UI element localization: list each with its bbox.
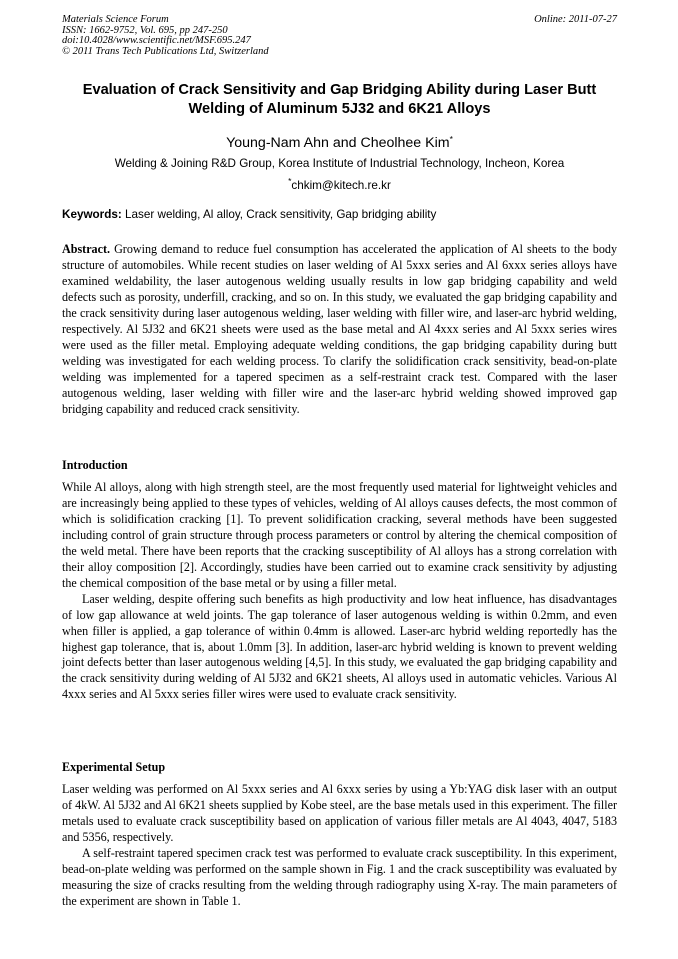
experimental-paragraph-2: A self-restraint tapered specimen crack test was performed to evaluate crack susceptibility. In this experiment, bead-on-plate welding was performed on the sample shown in Fig. 1 and the crack susceptibility was evaluated by measuring the size of cracks resulting from the welding through radiography using X-ray. The main parameters of the experiment are shown in Table 1. (62, 845, 617, 908)
introduction-paragraph-1: While Al alloys, along with high strength steel, are the most frequently used material for lightweight vehicles and are increasingly being applied to these types of vehicles, welding of Al alloys causes defects, the most common of which is solidification cracking [1]. To prevent solidification cracking, several methods have been suggested including control of grain structure through process parameters or control by altering the chemical composition of the weld metal. There have been reports that the cracking susceptibility of Al alloys has a strong correlation with their alloy composition [2]. Accordingly, studies have been carried out to examine crack sensitivity by adjusting the chemical composition of the base metal or by using a filler metal. (62, 480, 617, 590)
doi-line: doi:10.4028/www.scientific.net/MSF.695.247 (62, 35, 251, 47)
experimental-section (62, 782, 617, 910)
corresponding-mark: * (449, 134, 453, 144)
experimental-paragraph-1: Laser welding was performed on Al 5xxx series and Al 6xxx series by using a Yb:YAG disk laser with an output of 4kW. Al 5J32 and Al 6K21 sheets supplied by Kobe steel, are the base metals used in this experiment. The filler metals used to evaluate crack susceptibility based on application of various filler metals are Al 4043, 4047, 5183 and 5356, respectively. (62, 782, 617, 844)
keywords-label: Keywords: (62, 208, 122, 221)
email-line (62, 176, 617, 193)
email-mark: * (288, 176, 292, 186)
journal-name: Materials Science Forum (62, 14, 169, 25)
author-line (62, 135, 617, 152)
introduction-section (62, 480, 617, 703)
paper-title: Evaluation of Crack Sensitivity and Gap Bridging Ability during Laser Butt Welding of Aluminum 5J32 and 6K21 Alloys (82, 82, 597, 117)
abstract-text: Growing demand to reduce fuel consumption has accelerated the application of Al sheets to the body structure of automobiles. While recent studies on laser welding of Al 5xxx series and Al 6xxx series alloys have examined weldability, the laser autogenous welding usually results in low gap bridging capability and weld defects such as porosity, underfill, cracking, and so on. In this study, we evaluated the gap bridging capability and the crack sensitivity during laser autogenous welding, laser welding with filler wire, and laser-arc hybrid welding, respectively. Al 5J32 and 6K21 sheets were used as the base metal and Al 4xxx series and Al 5xxx series wires were used as the filler metal. Employing adequate welding conditions, the gap bridging capability during butt welding was investigated for each welding process. To clarify the solidification crack sensitivity, bead-on-plate welding was implemented for a tapered specimen as a self-restraint crack test. Compared with the laser autogenous welding, laser welding with filler wire and the laser-arc hybrid welding showed improved gap bridging capability and reduced crack sensitivity. (62, 242, 617, 416)
section-heading-experimental: Experimental Setup (62, 760, 166, 774)
abstract-label: Abstract. (62, 242, 111, 256)
issn-line: ISSN: 1662-9752, Vol. 695, pp 247-250 (62, 24, 228, 36)
keywords-text: Laser welding, Al alloy, Crack sensitivity, Gap bridging ability (125, 208, 437, 221)
abstract (62, 242, 617, 417)
author-names: Young-Nam Ahn and Cheolhee Kim (226, 135, 450, 151)
introduction-paragraph-2: Laser welding, despite offering such benefits as high productivity and low heat influence, has disadvantages of low gap allowance at weld joints. The gap tolerance of laser autogenous welding is within 0.2mm, and even when filler is applied, a gap tolerance of within 0.4mm is allowed. Laser-arc hybrid welding reportedly has the highest gap tolerance, that is, about 1.0mm [3]. In addition, laser-arc hybrid welding is known to prevent welding joint defects better than laser autogenous welding [4,5]. In this study, we evaluated the gap bridging capability and the crack sensitivity during welding of Al 5J32 and 6K21 sheets, Al alloys used in automatic vehicles. Various Al 4xxx series and Al 5xxx series filler wires were used to evaluate crack sensitivity. (62, 591, 617, 702)
online-date: Online: 2011-07-27 (534, 14, 617, 25)
journal-header (62, 15, 617, 57)
copyright-line: © 2011 Trans Tech Publications Ltd, Switzerland (62, 45, 269, 57)
email-address: chkim@kitech.re.kr (291, 179, 391, 192)
affiliation: Welding & Joining R&D Group, Korea Institute of Industrial Technology, Incheon, Korea (114, 157, 565, 170)
section-heading-introduction: Introduction (62, 458, 128, 472)
keywords (62, 208, 617, 222)
